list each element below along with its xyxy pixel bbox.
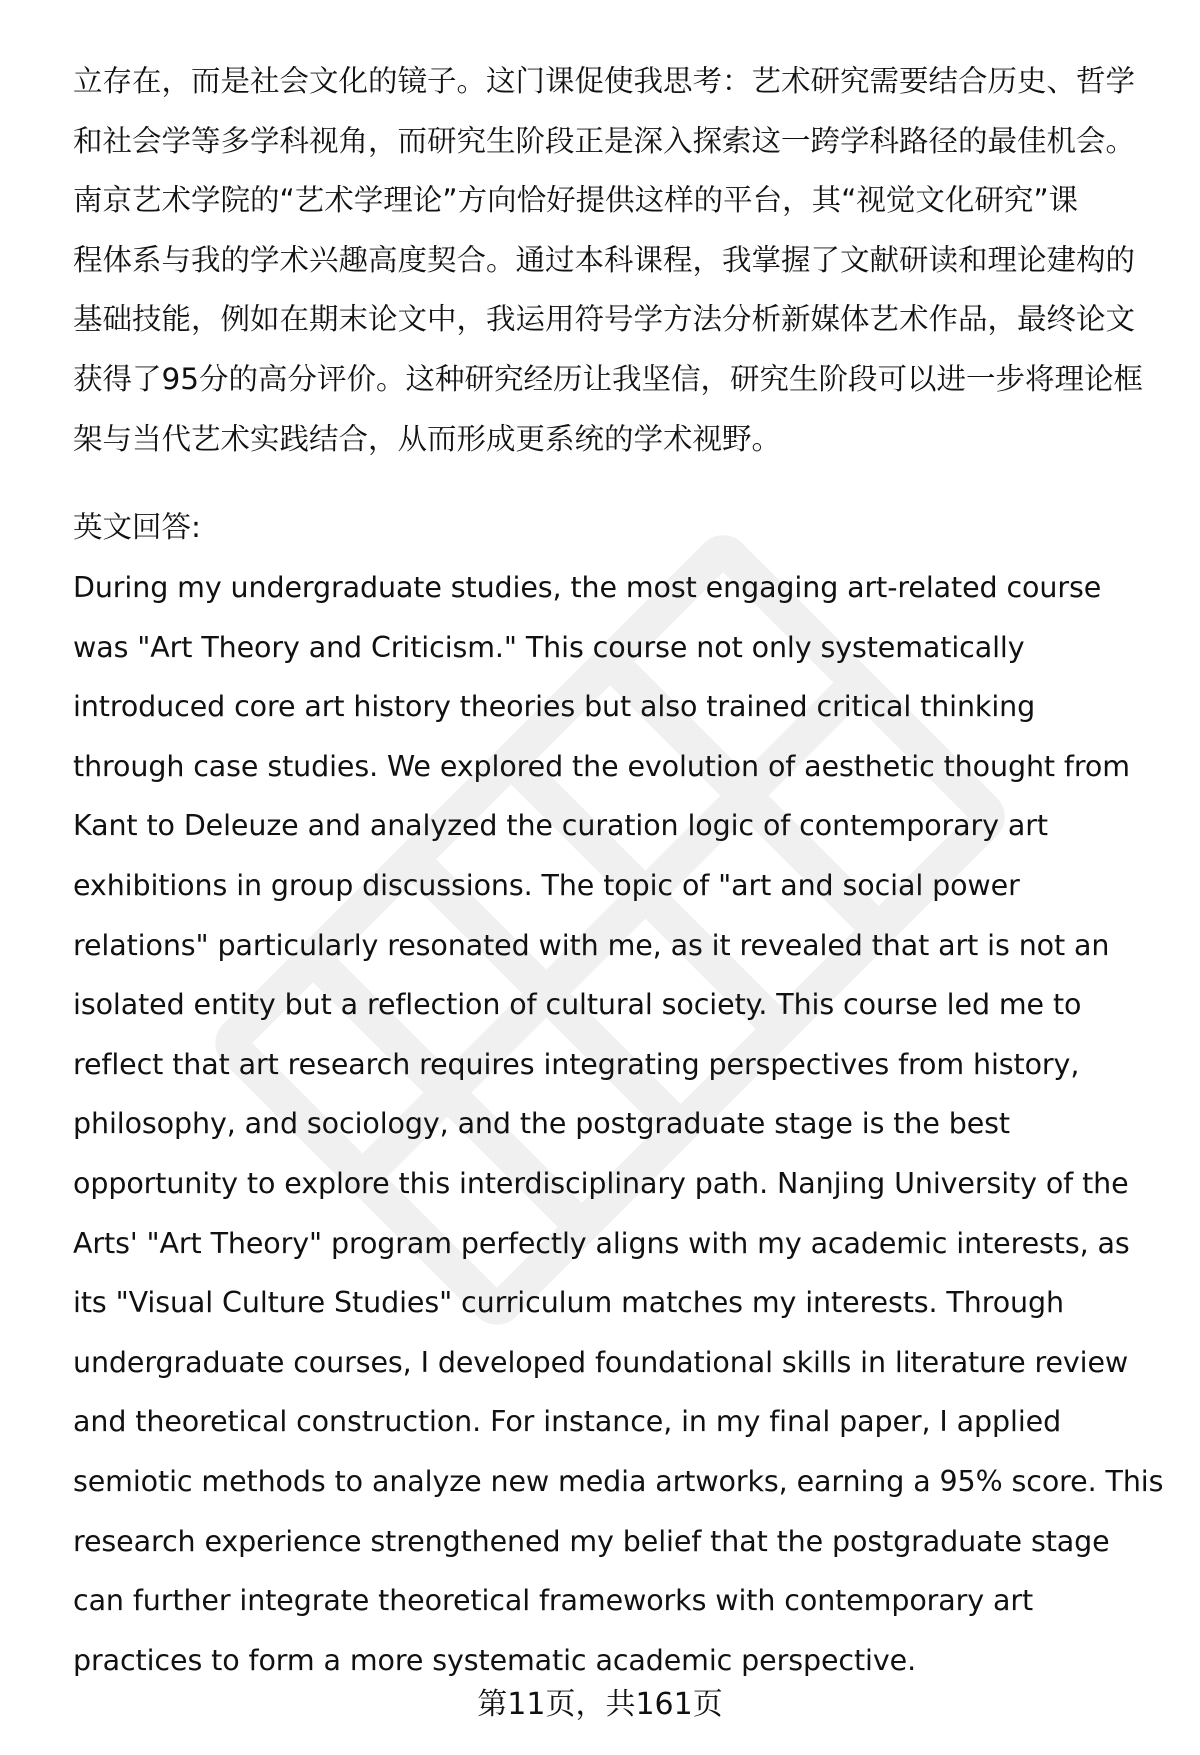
english-line: and theoretical construction. For instance, in my final paper, I applied bbox=[73, 1405, 1062, 1439]
chinese-line: 获得了95分的高分评价。这种研究经历让我坚信，研究生阶段可以进一步将理论框 bbox=[73, 361, 1144, 396]
english-line: Kant to Deleuze and analyzed the curation logic of contemporary art bbox=[73, 809, 1048, 843]
chinese-paragraph bbox=[73, 52, 1153, 469]
chinese-line: 和社会学等多学科视角，而研究生阶段正是深入探索这一跨学科路径的最佳机会。 bbox=[73, 123, 1136, 158]
english-line: its "Visual Culture Studies" curriculum matches my interests. Through bbox=[73, 1286, 1064, 1320]
english-line: Arts' "Art Theory" program perfectly aligns with my academic interests, as bbox=[73, 1226, 1130, 1260]
chinese-line: 架与当代艺术实践结合，从而形成更系统的学术视野。 bbox=[73, 421, 782, 456]
chinese-line: 立存在，而是社会文化的镜子。这门课促使我思考：艺术研究需要结合历史、哲学 bbox=[73, 64, 1136, 98]
english-line: can further integrate theoretical frameworks with contemporary art bbox=[73, 1584, 1034, 1618]
english-line: opportunity to explore this interdisciplinary path. Nanjing University of the bbox=[73, 1166, 1129, 1200]
english-line: exhibitions in group discussions. The topic of "art and social power bbox=[73, 868, 1020, 902]
english-paragraph bbox=[73, 558, 1164, 1690]
english-line: was "Art Theory and Criticism." This course not only systematically bbox=[73, 630, 1025, 664]
english-line: reflect that art research requires integrating perspectives from history, bbox=[73, 1047, 1080, 1081]
chinese-line: 南京艺术学院的“艺术学理论”方向恰好提供这样的平台，其“视觉文化研究”课 bbox=[73, 183, 1079, 218]
english-answer-label: 英文回答: bbox=[73, 510, 201, 544]
english-line: isolated entity but a reflection of cultural society. This course led me to bbox=[73, 988, 1082, 1022]
english-line: relations" particularly resonated with me, as it revealed that art is not an bbox=[73, 928, 1110, 962]
english-line: introduced core art history theories but also trained critical thinking bbox=[73, 690, 1036, 724]
english-line: semiotic methods to analyze new media artworks, earning a 95% score. This bbox=[73, 1464, 1164, 1498]
english-line: research experience strengthened my belief that the postgraduate stage bbox=[73, 1524, 1110, 1558]
chinese-line: 基础技能，例如在期末论文中，我运用符号学方法分析新媒体艺术作品，最终论文 bbox=[73, 302, 1136, 337]
english-line: During my undergraduate studies, the most engaging art-related course bbox=[73, 571, 1102, 604]
chinese-line: 程体系与我的学术兴趣高度契合。通过本科课程，我掌握了文献研读和理论建构的 bbox=[73, 242, 1136, 277]
english-line: practices to form a more systematic academic perspective. bbox=[73, 1643, 917, 1677]
page-number-footer: 第11页，共161页 bbox=[477, 1687, 723, 1722]
english-line: undergraduate courses, I developed foundational skills in literature review bbox=[73, 1345, 1129, 1379]
english-line: through case studies. We explored the evolution of aesthetic thought from bbox=[73, 749, 1130, 783]
english-line: philosophy, and sociology, and the postgraduate stage is the best bbox=[73, 1107, 1010, 1141]
